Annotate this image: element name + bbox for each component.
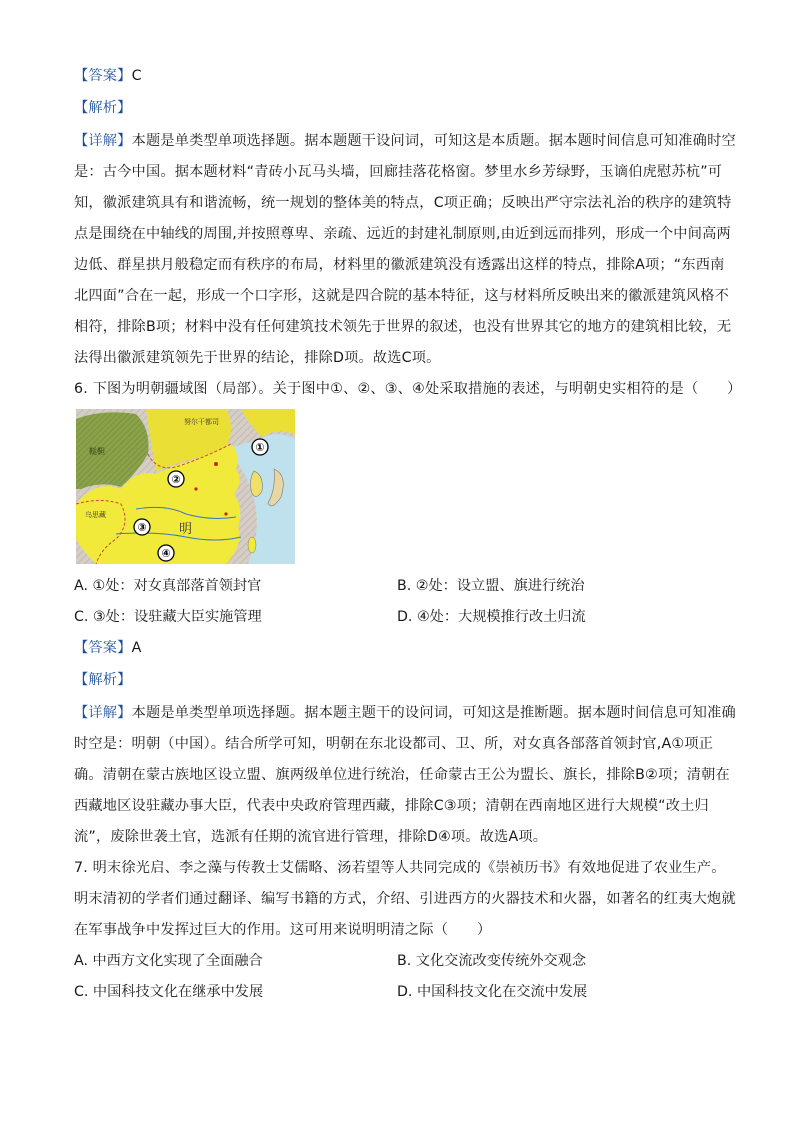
q7-stem-line-1: 明末清初的学者们通过翻译、编写书籍的方式，介绍、引进西方的火器技术和火器，如著名的红夷大炮就 [74,891,736,907]
marker-2-label: ② [171,473,181,486]
q5-detail-line-5: 北四面”合在一起，形成一个口字形，这就是四合院的基本特征，这与材料所反映出来的徽派建筑风格不 [74,288,729,304]
q7-option-d: D. 中国科技文化在交流中发展 [397,984,588,1000]
tartar-label: 鞑靼 [89,447,105,456]
nujian-label: 努尔干都司 [184,418,219,426]
q7-option-a: A. 中西方文化实现了全面融合 [74,953,263,969]
answer-value: A [131,640,142,656]
q6-option-b: B. ②处：设立盟、旗进行统治 [397,578,585,594]
answer-tag: 【答案】 [74,68,132,84]
q6-option-c: C. ③处：设驻藏大臣实施管理 [74,609,262,625]
analysis-tag: 【解析】 [74,672,132,688]
detail-tag: 【详解】 [74,133,132,149]
q6-stem: 6. 下图为明朝疆域图（局部）。关于图中①、②、③、④处采取措施的表述，与明朝史实相符的是（ ） [74,381,742,397]
q6-detail-line-3: 西藏地区设驻藏办事大臣，代表中央政府管理西藏，排除C③项；清朝在西南地区进行大规模“改土归 [74,798,709,814]
q6-detail-line-1: 时空是：明朝（中国）。结合所学可知，明朝在东北设都司、卫、所，对女真各部落首领封官,A①项正 [74,736,714,752]
q6-detail-line-0 [74,703,736,723]
ming-territory-map [76,409,295,564]
q7-stem-line-2: 在军事战争中发挥过巨大的作用。这可用来说明明清之际（ ） [74,922,492,938]
q7-option-b: B. 文化交流改变传统外交观念 [397,953,587,969]
q6-detail-line-4: 流”，废除世袭土官，选派有任期的流官进行管理，排除D④项。故选A项。 [74,829,548,845]
q6-answer-line [74,638,141,658]
marker-1 [252,439,268,455]
q5-detail-line-4: 边低、群星拱月般稳定而有秩序的布局，材料里的徽派建筑没有透露出这样的特点，排除A项；“东西南 [74,257,725,273]
q6-option-d: D. ④处：大规模推行改土归流 [397,609,586,625]
q5-detail-line-7: 法得出徽派建筑领先于世界的结论，排除D项。故选C项。 [74,350,441,366]
analysis-tag: 【解析】 [74,100,132,116]
marker-2 [168,471,184,487]
marker-3 [134,519,150,535]
answer-tag: 【答案】 [74,640,132,656]
marker-4 [158,545,174,561]
map-graphic [76,409,295,564]
marker-3-label: ③ [137,521,147,534]
q7-option-c: C. 中国科技文化在继承中发展 [74,984,264,1000]
answer-value: C [131,68,142,84]
q5-detail-line-3: 点是围绕在中轴线的周围,并按照尊卑、亲疏、远近的封建礼制原则,由近到远而排列，形成一个中间高两 [74,226,731,242]
paragraph-text: 本题是单类型单项选择题。据本题题干设问词，可知这是本质题。据本题时间信息可知准确时空 [131,133,736,149]
paragraph-text: 本题是单类型单项选择题。据本题主题干的设问词，可知这是推断题。据本题时间信息可知准确 [131,705,736,721]
q5-detail-line-1: 是：古今中国。据本题材料“青砖小瓦马头墙，回廊挂落花格窗。梦里水乡芳绿野，玉谪伯虎慰苏杭”可 [74,164,723,180]
q7-stem-line-0: 7. 明末徐光启、李之藻与传教士艾儒略、汤若望等人共同完成的《崇祯历书》有效地促进了农业生产。 [74,860,726,876]
marker-4-label: ④ [161,547,171,560]
q5-detail-line-6: 相符，排除B项；材料中没有任何建筑技术领先于世界的叙述，也没有世界其它的地方的建筑相比较，无 [74,319,732,335]
wusi-label: 乌思藏 [85,511,106,519]
detail-tag: 【详解】 [74,705,132,721]
q6-detail-line-2: 确。清朝在蒙古族地区设立盟、旗两级单位进行统治，任命蒙古王公为盟长、旗长，排除B②项；清朝在 [74,767,730,783]
q5-detail-line-2: 知，徽派建筑具有和谐流畅，统一规划的整体美的特点，C项正确；反映出严守宗法礼治的秩序的建筑特 [74,195,732,211]
q5-answer-line [74,66,142,86]
q5-detail-line-0 [74,131,736,151]
ming-label: 明 [179,522,193,537]
marker-1-label: ① [255,441,265,454]
q6-option-a: A. ①处：对女真部落首领封官 [74,578,262,594]
